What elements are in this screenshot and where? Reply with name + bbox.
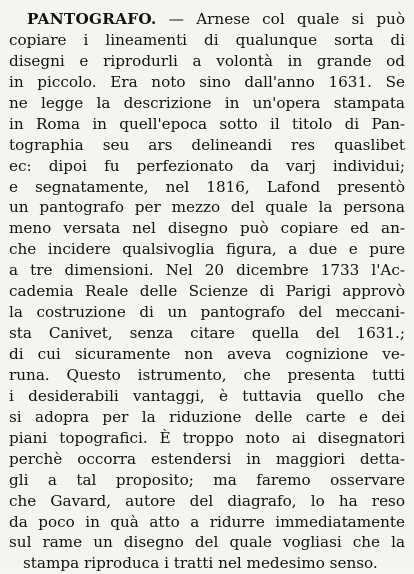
text-line: copiare i lineamenti di qualunque sorta di: [9, 30, 405, 49]
entry-headword: PANTOGRAFO.: [27, 10, 157, 28]
text-line: da poco in quà atto a ridurre immediatamente: [9, 512, 405, 531]
text-line-part: — Arnese col quale si può: [156, 10, 405, 28]
text-line: disegni e riprodurli a volontà in grande od: [9, 51, 405, 70]
text-line: ne legge la descrizione in un'opera stampata: [9, 93, 405, 112]
text-line: la costruzione di un pantografo del meccani-: [9, 303, 405, 322]
text-line: in piccolo. Era noto sino dall'anno 1631. Se: [9, 72, 405, 91]
text-line: a tre dimensioni. Nel 20 dicembre 1733 l'Ac-: [9, 261, 405, 280]
dictionary-entry: [9, 9, 405, 574]
text-line: [9, 9, 405, 30]
text-line: piani topografici. È troppo noto ai disegnatori: [9, 428, 405, 447]
text-line: sul rame un disegno del quale vogliasi che la: [9, 533, 405, 552]
text-line: perchè occorra estendersi in maggiori detta-: [9, 449, 405, 468]
text-line: sta Canivet, senza citare quella del 1631.;: [9, 324, 405, 343]
text-line: cademia Reale delle Scienze di Parigi approvò: [9, 282, 405, 301]
text-line: in Roma in quell'epoca sotto il titolo di Pan-: [9, 114, 405, 133]
text-line: i desiderabili vantaggi, è tuttavia quello che: [9, 386, 405, 405]
text-line: un pantografo per mezzo del quale la persona: [9, 198, 405, 217]
text-line: stampa riproduca i tratti nel medesimo senso.: [23, 554, 378, 573]
text-line: gli a tal proposito; ma faremo osservare: [9, 470, 405, 489]
text-line: ec: dipoi fu perfezionato da varj individui;: [9, 156, 405, 175]
text-line: tographia seu ars delineandi res quaslibet: [9, 135, 405, 154]
text-line: di cui sicuramente non aveva cognizione ve-: [9, 345, 405, 363]
text-line: che incidere qualsivoglia figura, a due e pure: [9, 240, 405, 259]
text-line: meno versata nel disegno può copiare ed an-: [9, 219, 405, 238]
text-line: che Gavard, autore del diagrafo, lo ha reso: [9, 491, 405, 510]
text-line: si adopra per la riduzione delle carte e dei: [9, 407, 405, 426]
text-line: runa. Questo istrumento, che presenta tutti: [9, 365, 405, 384]
text-line: e segnatamente, nel 1816, Lafond presentò: [9, 177, 405, 196]
